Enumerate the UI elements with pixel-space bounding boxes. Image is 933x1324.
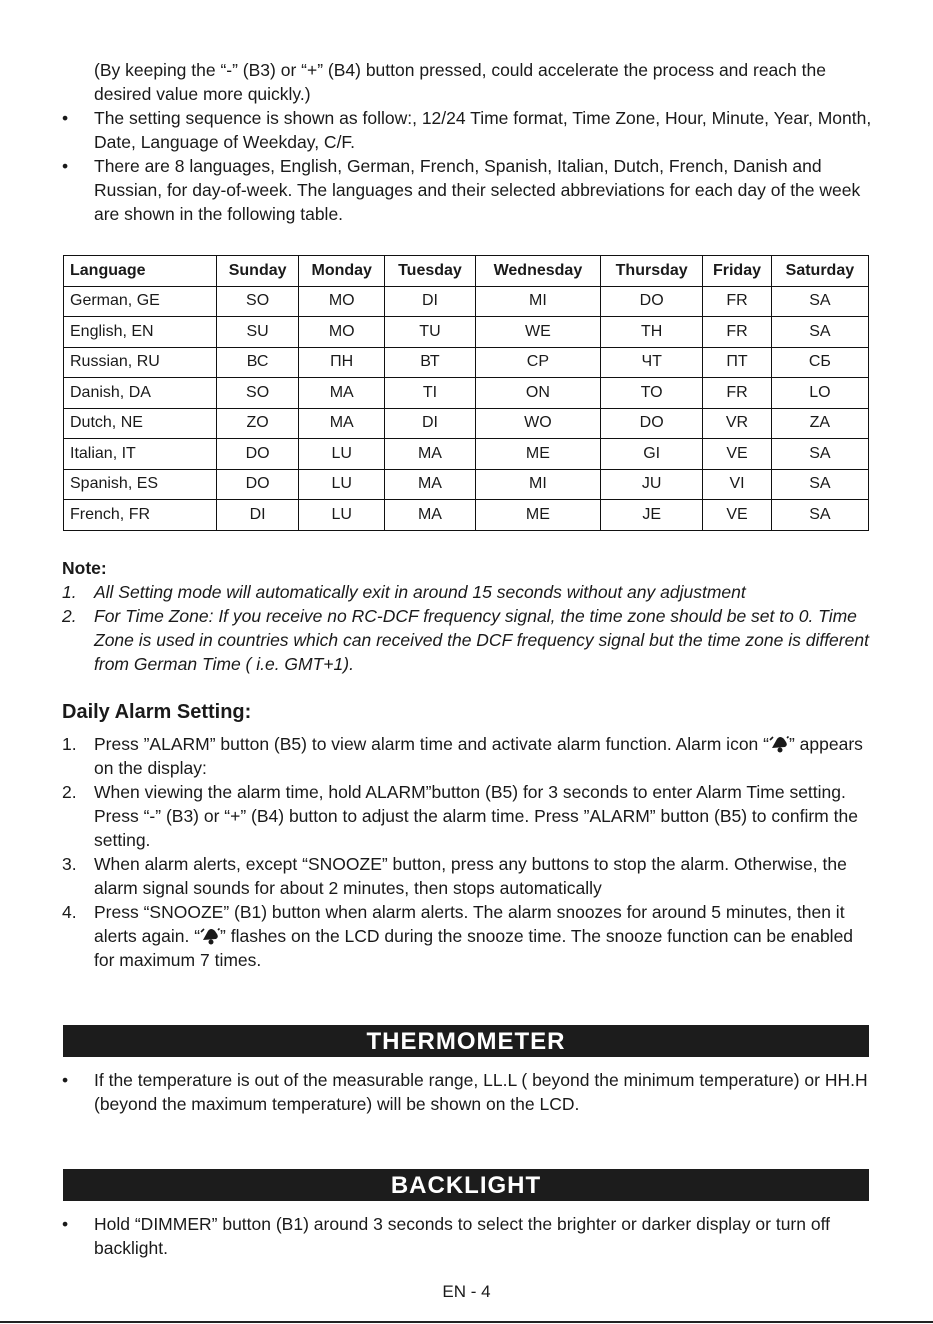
column-header: Friday	[703, 256, 772, 287]
weekday-language-table	[63, 255, 869, 531]
day-abbreviation-cell: СР	[475, 347, 600, 378]
table-row	[64, 317, 869, 348]
day-abbreviation-cell: FR	[703, 317, 772, 348]
day-abbreviation-cell: ON	[475, 378, 600, 409]
day-abbreviation-cell: MI	[475, 469, 600, 500]
language-cell: Dutch, NE	[64, 408, 217, 439]
day-abbreviation-cell: ME	[475, 439, 600, 470]
list-item	[62, 852, 872, 900]
day-abbreviation-cell: MA	[299, 408, 385, 439]
note-text: For Time Zone: If you receive no RC-DCF frequency signal, the time zone should be set to 0. Time Zone is used in countries which can received the DCF frequency signal but the time zone is different from German Time ( i.e. GMT+1).	[94, 606, 869, 674]
column-header: Tuesday	[385, 256, 476, 287]
note-text: All Setting mode will automatically exit in around 15 seconds without any adjustment	[94, 582, 746, 602]
list-number: 4.	[62, 902, 77, 922]
bullet-item	[62, 154, 872, 226]
day-abbreviation-cell: MO	[299, 317, 385, 348]
alarm-bell-icon	[769, 736, 789, 753]
list-item	[62, 732, 872, 780]
backlight-banner: BACKLIGHT	[63, 1169, 869, 1201]
day-abbreviation-cell: LO	[771, 378, 868, 409]
day-abbreviation-cell: DI	[217, 500, 299, 531]
list-text-after: ” appears on the display:	[94, 734, 863, 778]
day-abbreviation-cell: ZO	[217, 408, 299, 439]
day-abbreviation-cell: TO	[601, 378, 703, 409]
day-abbreviation-cell: SO	[217, 378, 299, 409]
day-abbreviation-cell: ПТ	[703, 347, 772, 378]
day-abbreviation-cell: SA	[771, 500, 868, 531]
table-row	[64, 439, 869, 470]
day-abbreviation-cell: MA	[299, 378, 385, 409]
bullet-symbol: •	[62, 1070, 69, 1090]
thermometer-banner: THERMOMETER	[63, 1025, 869, 1057]
daily-alarm-section	[62, 700, 872, 972]
language-cell: Spanish, ES	[64, 469, 217, 500]
list-item	[62, 900, 872, 972]
day-abbreviation-cell: SA	[771, 469, 868, 500]
day-abbreviation-cell: DO	[217, 439, 299, 470]
list-text-before: Press ”ALARM” button (B5) to view alarm time and activate alarm function. Alarm icon “	[94, 734, 769, 754]
day-abbreviation-cell: DO	[217, 469, 299, 500]
column-header: Language	[64, 256, 217, 287]
day-abbreviation-cell: TH	[601, 317, 703, 348]
language-cell: English, EN	[64, 317, 217, 348]
table-header-row	[64, 256, 869, 287]
note-number: 1.	[62, 582, 77, 602]
day-abbreviation-cell: VE	[703, 439, 772, 470]
bullet-item	[62, 106, 872, 154]
day-abbreviation-cell: VI	[703, 469, 772, 500]
note-item	[62, 580, 872, 604]
table-row	[64, 347, 869, 378]
list-number: 2.	[62, 782, 77, 802]
table-row	[64, 500, 869, 531]
language-cell: Russian, RU	[64, 347, 217, 378]
intro-continuation: (By keeping the “-” (B3) or “+” (B4) button pressed, could accelerate the process and reach the desired value more quickly.)	[94, 60, 826, 104]
section-heading: Daily Alarm Setting:	[62, 701, 252, 723]
day-abbreviation-cell: MO	[299, 286, 385, 317]
day-abbreviation-cell: MA	[385, 439, 476, 470]
day-abbreviation-cell: MI	[475, 286, 600, 317]
bullet-symbol: •	[62, 156, 69, 176]
list-number: 1.	[62, 734, 77, 754]
day-abbreviation-cell: MA	[385, 469, 476, 500]
intro-section	[62, 58, 872, 226]
day-abbreviation-cell: SA	[771, 439, 868, 470]
day-abbreviation-cell: GI	[601, 439, 703, 470]
table-row	[64, 286, 869, 317]
bullet-symbol: •	[62, 1214, 69, 1234]
language-cell: German, GE	[64, 286, 217, 317]
day-abbreviation-cell: WO	[475, 408, 600, 439]
day-abbreviation-cell: SA	[771, 286, 868, 317]
language-cell: Danish, DA	[64, 378, 217, 409]
day-abbreviation-cell: MA	[385, 500, 476, 531]
day-abbreviation-cell: DI	[385, 286, 476, 317]
day-abbreviation-cell: TU	[385, 317, 476, 348]
day-abbreviation-cell: ВС	[217, 347, 299, 378]
note-title: Note:	[62, 558, 107, 578]
backlight-text: Hold “DIMMER” button (B1) around 3 seconds to select the brighter or darker display or turn off backlight.	[94, 1214, 830, 1258]
thermometer-bullet	[62, 1068, 904, 1116]
day-abbreviation-cell: TI	[385, 378, 476, 409]
day-abbreviation-cell: LU	[299, 439, 385, 470]
language-cell: French, FR	[64, 500, 217, 531]
list-text-before: Press “SNOOZE” (B1) button when alarm alerts. The alarm snoozes for around 5 minutes, then it alerts again. “	[94, 902, 845, 946]
list-text: When viewing the alarm time, hold ALARM”button (B5) for 3 seconds to enter Alarm Time setting. Press “-” (B3) or “+” (B4) button to adjust the alarm time. Press ”ALARM” button (B5) to confirm the setting.	[94, 782, 858, 850]
column-header: Wednesday	[475, 256, 600, 287]
table-row	[64, 408, 869, 439]
bullet-text: There are 8 languages, English, German, French, Spanish, Italian, Dutch, French, Danish and Russian, for day-of-week. The languages and their selected abbreviations for each day of the week are shown in the following table.	[94, 156, 861, 224]
column-header: Monday	[299, 256, 385, 287]
day-abbreviation-cell: FR	[703, 286, 772, 317]
day-abbreviation-cell: ПН	[299, 347, 385, 378]
day-abbreviation-cell: DO	[601, 408, 703, 439]
column-header: Thursday	[601, 256, 703, 287]
column-header: Sunday	[217, 256, 299, 287]
list-text-after: ” flashes on the LCD during the snooze time. The snooze function can be enabled for maximum 7 times.	[94, 926, 854, 970]
backlight-bullet	[62, 1212, 904, 1260]
alarm-bell-icon	[200, 928, 220, 945]
day-abbreviation-cell: JE	[601, 500, 703, 531]
note-number: 2.	[62, 606, 77, 626]
day-abbreviation-cell: SO	[217, 286, 299, 317]
footer-divider	[0, 1321, 933, 1323]
day-abbreviation-cell: ME	[475, 500, 600, 531]
day-abbreviation-cell: DI	[385, 408, 476, 439]
bullet-symbol: •	[62, 108, 69, 128]
list-number: 3.	[62, 854, 77, 874]
day-abbreviation-cell: ZA	[771, 408, 868, 439]
day-abbreviation-cell: FR	[703, 378, 772, 409]
day-abbreviation-cell: VE	[703, 500, 772, 531]
day-abbreviation-cell: DO	[601, 286, 703, 317]
column-header: Saturday	[771, 256, 868, 287]
language-cell: Italian, IT	[64, 439, 217, 470]
table-row	[64, 378, 869, 409]
list-item	[62, 780, 872, 852]
day-abbreviation-cell: LU	[299, 469, 385, 500]
thermometer-text: If the temperature is out of the measurable range, LL.L ( beyond the minimum temperature) or HH.H (beyond the maximum temperature) will be shown on the LCD.	[94, 1070, 868, 1114]
day-abbreviation-cell: ЧТ	[601, 347, 703, 378]
day-abbreviation-cell: СБ	[771, 347, 868, 378]
table-row	[64, 469, 869, 500]
day-abbreviation-cell: WE	[475, 317, 600, 348]
bullet-text: The setting sequence is shown as follow:, 12/24 Time format, Time Zone, Hour, Minute, Year, Month, Date, Language of Weekday, C/F.	[94, 108, 872, 152]
day-abbreviation-cell: ВТ	[385, 347, 476, 378]
note-section	[62, 556, 872, 676]
day-abbreviation-cell: LU	[299, 500, 385, 531]
day-abbreviation-cell: VR	[703, 408, 772, 439]
page-number: EN - 4	[442, 1282, 491, 1301]
day-abbreviation-cell: JU	[601, 469, 703, 500]
day-abbreviation-cell: SA	[771, 317, 868, 348]
day-abbreviation-cell: SU	[217, 317, 299, 348]
note-item	[62, 604, 872, 676]
list-text: When alarm alerts, except “SNOOZE” button, press any buttons to stop the alarm. Otherwise, the alarm signal sounds for about 2 minutes, then stops automatically	[94, 854, 847, 898]
